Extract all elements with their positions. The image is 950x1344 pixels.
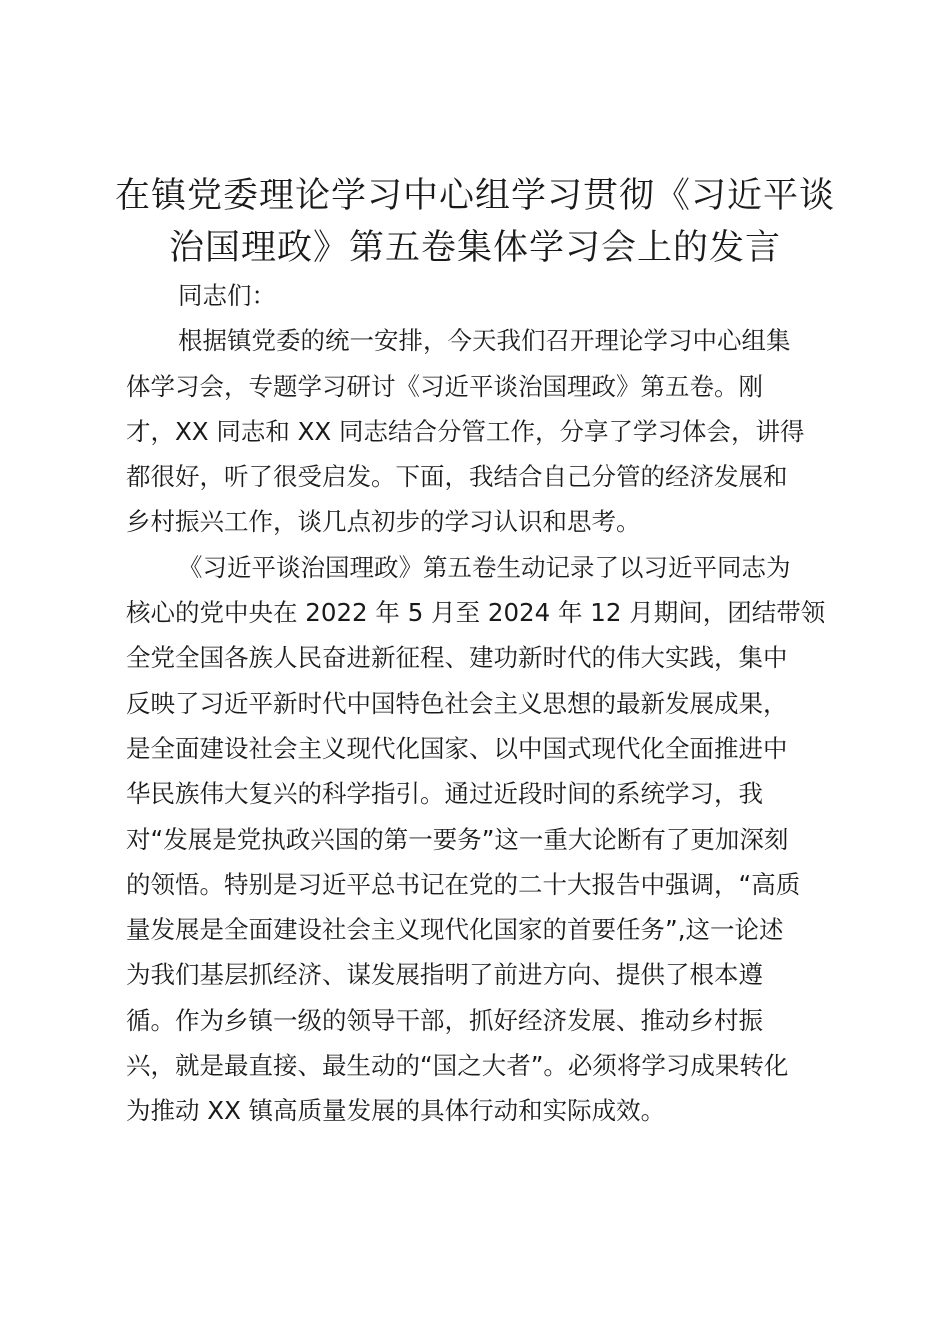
paragraph-line: 全党全国各族人民奋进新征程、建功新时代的伟大实践，集中 [126,643,788,673]
paragraph-line: 才，XX 同志和 XX 同志结合分管工作，分享了学习体会，讲得 [126,416,805,446]
paragraph-line: 的领悟。特别是习近平总书记在党的二十大报告中强调，“高质 [126,869,801,899]
paragraph-line: 体学习会，专题学习研讨《习近平谈治国理政》第五卷。刚 [126,371,763,401]
paragraph-line: 《习近平谈治国理政》第五卷生动记录了以习近平同志为 [178,552,791,582]
paragraph-line: 是全面建设社会主义现代化国家、以中国式现代化全面推进中 [126,733,788,763]
title-line: 治国理政》第五卷集体学习会上的发言 [168,228,781,268]
paragraph-line: 量发展是全面建设社会主义现代化国家的首要任务”,这一论述 [126,915,784,945]
paragraph-line: 反映了习近平新时代中国特色社会主义思想的最新发展成果， [126,688,788,718]
paragraph-line: 华民族伟大复兴的科学指引。通过近段时间的系统学习，我 [126,779,763,809]
document-body [126,273,826,1134]
paragraph-line: 都很好，听了很受启发。下面，我结合自己分管的经济发展和 [126,462,788,492]
paragraph-line: 循。作为乡镇一级的领导干部，抓好经济发展、推动乡村振 [126,1005,763,1035]
paragraph-line: 核心的党中央在 2022 年 5 月至 2024 年 12 月期间，团结带领 [126,598,826,628]
title-line: 在镇党委理论学习中心组学习贯彻《习近平谈 [114,176,835,216]
paragraph-line: 对“发展是党执政兴国的第一要务”这一重大论断有了更加深刻 [126,824,789,854]
paragraph-2 [126,545,826,1134]
paragraph-1 [126,318,826,544]
document-title [110,170,840,274]
paragraph-line: 为我们基层抓经济、谋发展指明了前进方向、提供了根本遵 [126,960,763,990]
paragraph-line: 为推动 XX 镇高质量发展的具体行动和实际成效。 [126,1096,666,1126]
salutation: 同志们： [178,281,276,310]
paragraph-line: 兴，就是最直接、最生动的“国之大者”。必须将学习成果转化 [126,1051,789,1081]
paragraph-line: 乡村振兴工作，谈几点初步的学习认识和思考。 [126,507,641,537]
paragraph-line: 根据镇党委的统一安排，今天我们召开理论学习中心组集 [178,326,791,356]
